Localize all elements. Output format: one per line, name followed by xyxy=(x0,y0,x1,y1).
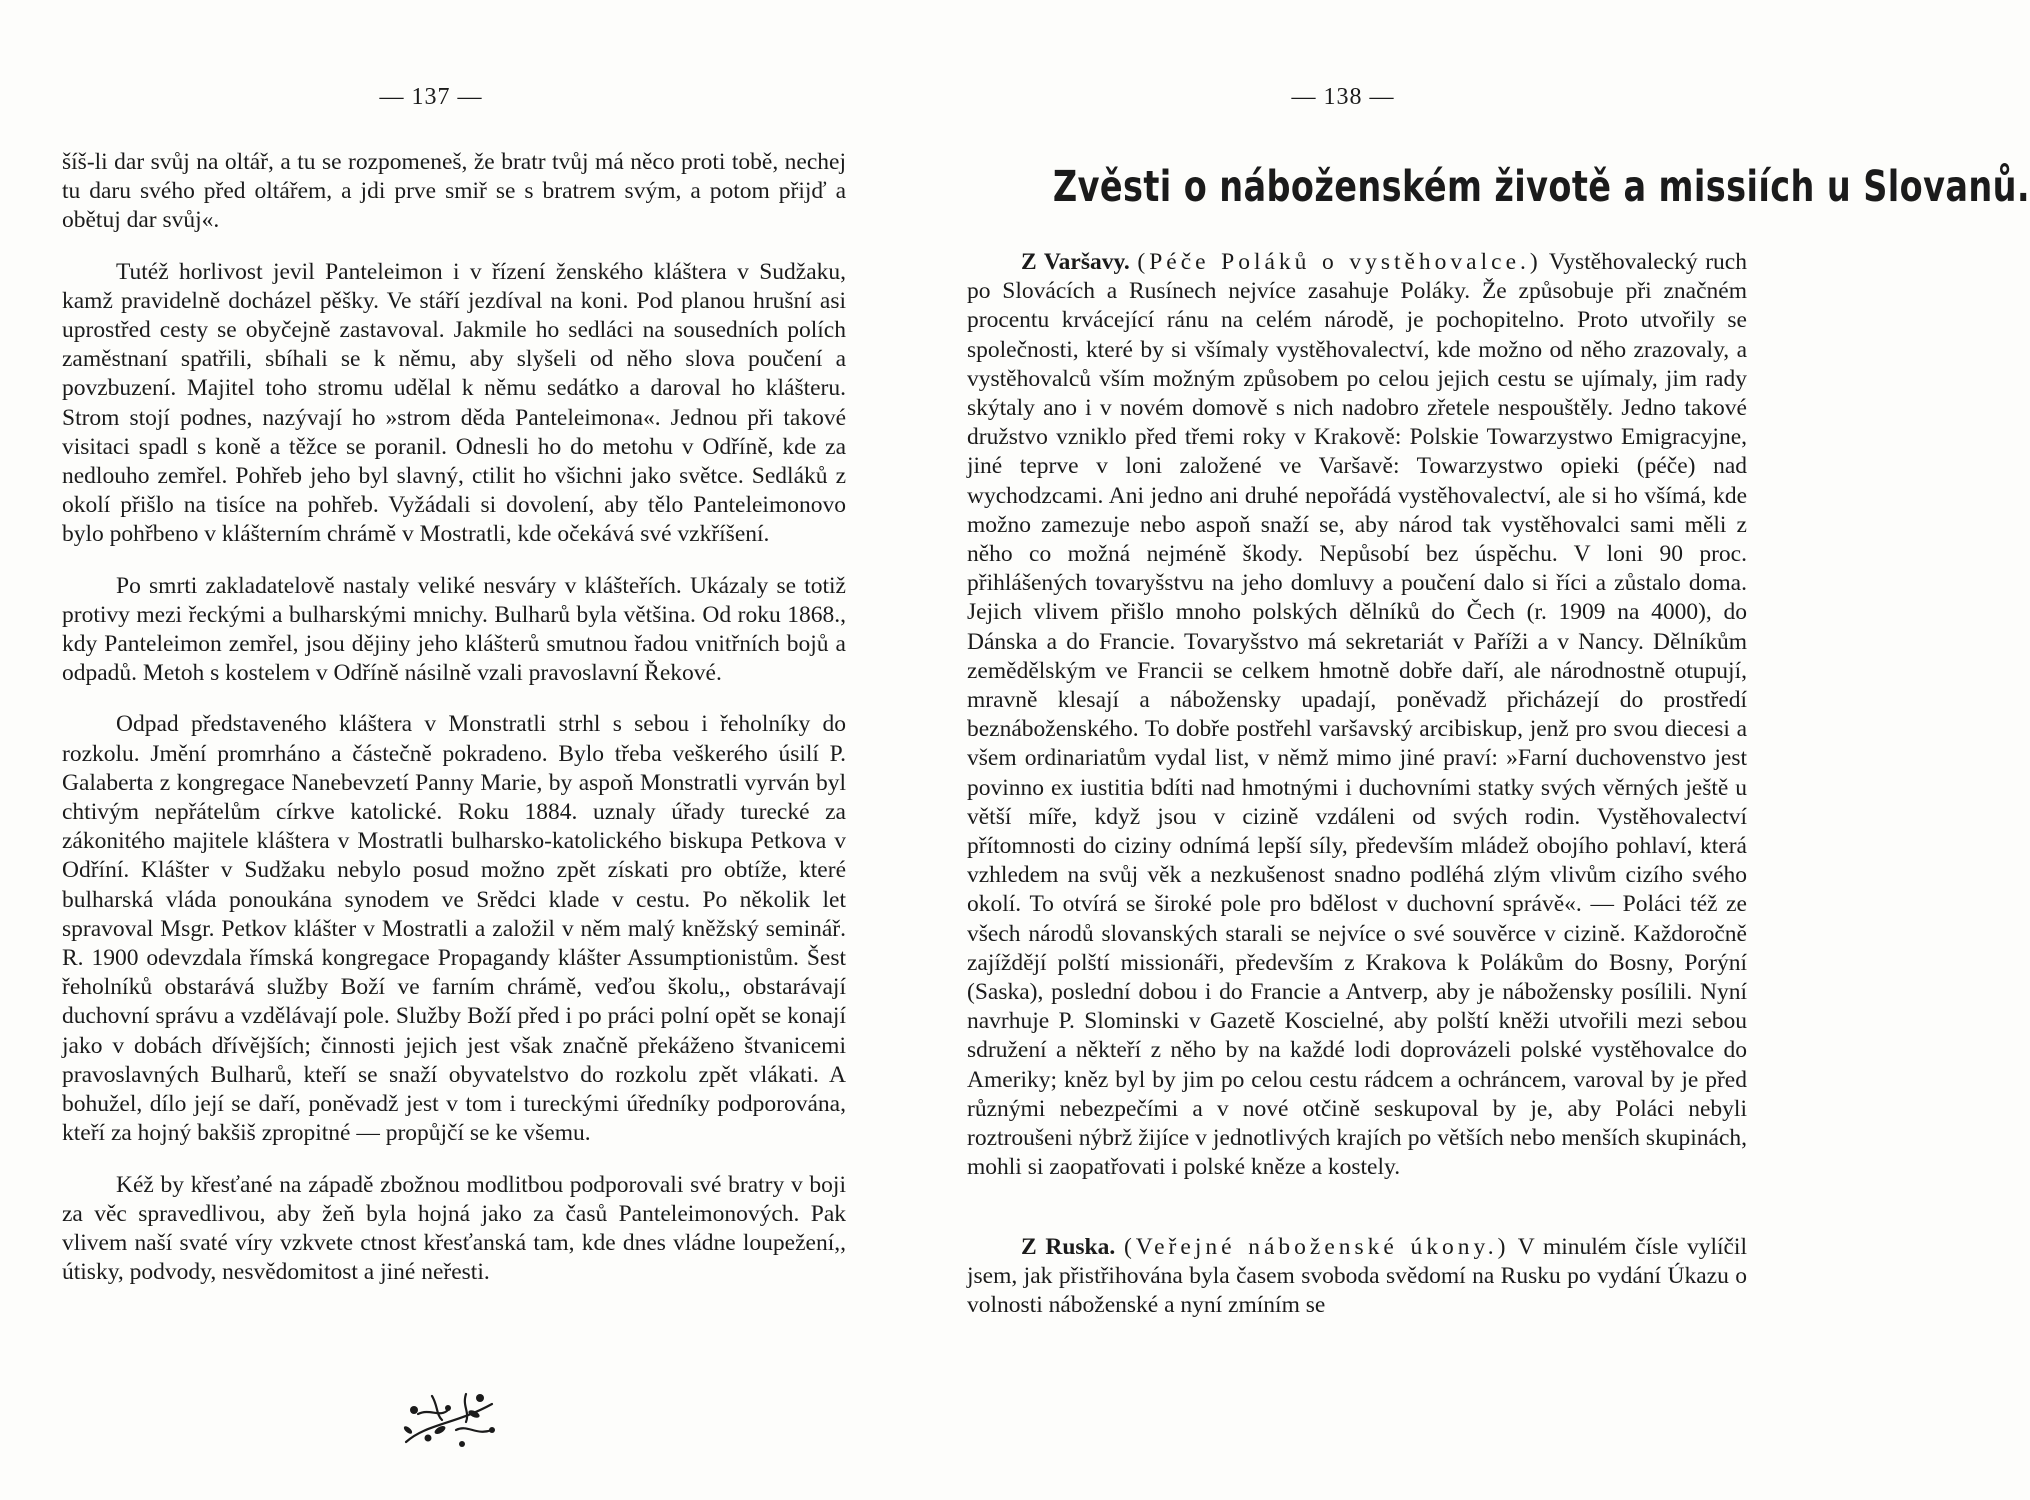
item-place: Z Varšavy. xyxy=(1021,249,1130,275)
floral-ornament-icon xyxy=(396,1384,504,1454)
section-heading: Zvěsti o náboženském životě a missiích u Slovanů. xyxy=(1052,162,2030,212)
item-subtitle: (Veřejné náboženské úkony.) xyxy=(1123,1233,1510,1260)
paragraph: Po smrti zakladatelově nastaly veliké nesváry v klášteřích. Ukázaly se totiž protivy mezi řeckými a bulharskými mnichy. Bulharů byla většina. Od roku 1868., kdy Panteleimon zemřel, jsou dějiny jeho klášterů smutnou řadou vnitřních bojů a odpadů. Metoh s kostelem v Odříně násilně vzali pravoslavní Řekové. xyxy=(62,572,846,687)
right-page xyxy=(902,0,2030,1500)
item-text: Vystěhovalecký ruch po Slovácích a Rusínech nejvíce zasahuje Poláky. Že způsobuje při značném procentu krvácející ránu na celém národě, je pochopitelno. Proto utvořily se společnosti, které by si všímaly vystěhovalectví, kde možno od něho zrazovaly, a vystěhovalců vším možným způsobem po celou jejich cestu se ujímaly, jim rady skýtaly ano i v novém domově s nich nadobro zřetele nespouštěly. Jedno takové družstvo vzniklo před třemi roky v Krakově: Polskie Towarzystwo Emigracyjne, jiné teprve v loni založené ve Varšavě: Towarzystwo opieki (péče) nad wychodzcami. Ani jedno ani druhé nepořádá vystěhovalectví, ale si ho všímá, kde možno zamezuje nebo aspoň snaží se, aby národ tak vystěhovalci sami měli z něho co možná nejméně škody. Nepůsobí bez úspěchu. V loni 90 proc. přihlášených tovaryšstvu na jeho domluvy a poučení dalo si říci a zůstalo doma. Jejich vlivem přišlo mnoho polských dělníků do Čech (r. 1909 na 4000), do Dánska a do Francie. Tovaryšstvo má sekretariát v Paříži a v Nancy. Dělníkům zemědělským ve Francii se celkem hmotně dobře daří, ale národnostně otupují, mravně klesají a nábožensky upadají, poněvadž přicházejí do prostředí beznáboženského. To dobře postřehl varšavský arcibiskup, jenž pro svou diecesi a všem ordinariatům vydal list, v němž mimo jiné praví: »Farní duchovenstvo jest povinno ex iustitia bdíti nad hmotnými i duchovními statky svých věrných ještě u větší míře, když jsou v cizině vzdáleni od svých rodin. Vystěhovalectví přítomnosti do ciziny odnímá lepší síly, především mládež obojího pohlaví, která vzhledem na svůj věk a nezkušenost snadno podléhá zlým vlivům cizího svého okolí. To otvírá se široké pole pro bdělost v duchovní správě«. — Poláci též ze všech národů slovanských starali se nejvíce o své souvěrce v cizině. Každoročně zajíždějí polští missionáři, především z Krakova k Polákům do Bosny, Porýní (Saska), poslední dobou i do Francie a Antverp, aby je nábožensky posílili. Nyní navrhuje P. Slominski v Gazetě Koscielné, aby polští kněži utvořili mezi sebou sdružení a někteří z něho by na každé lodi doprovázeli polské vystěhovalce do Ameriky; kněz byl by jim po celou cestu rádcem a ochráncem, varoval by je před různými nebezpečími a v nové otčině seskupoval by je, aby Poláci nebyli roztroušeni nýbrž žijíce v jednotlivých krajích po větších nebo menších skupinách, mohli si zaopatřovati i polské kněze a kostely. xyxy=(967,249,1747,1181)
item-place: Z Ruska. xyxy=(1021,1233,1116,1260)
paragraph: šíš-li dar svůj na oltář, a tu se rozpomeneš, že bratr tvůj má něco proti tobě, nechej tu daru svého před oltářem, a jdi prve smiř se s bratrem svým, a potom přijď a obětuj dar svůj«. xyxy=(62,149,846,234)
left-text-column xyxy=(62,148,846,1287)
paragraph: Odpad představeného kláštera v Monstratli strhl s sebou i řeholníky do rozkolu. Jmění promrháno a částečně pokradeno. Bylo třeba veškerého úsilí P. Galaberta z kongregace Nanebevzetí Panny Marie, by aspoň Monstratli vyrván byl chtivým nepřátelům církve katolické. Roku 1884. uznaly úřady turecké za zákonitého majitele kláštera v Mostratli bulharsko-katolického biskupa Petkova v Odříní. Klášter v Sudžaku nebylo posud možno zpět získati pro obtíže, které bulharská vláda ponoukána synodem ve Srědci klade v cestu. Po několik let spravoval Msgr. Petkov klášter v Mostratli a založil v něm malý kněžský seminář. R. 1900 odevzdala římská kongregace Propagandy klášter Assumptionistům. Šest řeholníků obstarává služby Boží ve farním chrámě, veďou školu,, obstarávají duchovní správu a vzdělávají pole. Služby Boží před i po práci polní opět se konají jako v dobách dřívějších; činnosti jejich jest však značně překáženo štvanicemi pravoslavných Bulharů, kteří se snaží obyvatelstvo do rozkolu zpět vlákati. A bohužel, dílo její se daří, poněvadž jest v tom i tureckými úředníky podporována, kteří za hojný bakšiš zpropitné — propůjčí se ke všemu. xyxy=(62,711,846,1147)
news-item xyxy=(967,1233,1747,1321)
paragraph: Tutéž horlivost jevil Panteleimon i v řízení ženského kláštera v Sudžaku, kamž pravidelně docházel pěšky. Ve stáří jezdíval na koni. Pod planou hrušní asi uprostřed cesty se obyčejně zastavoval. Jakmile ho sedláci na sousedních polích zaměstnaní spatřili, sbíhali se k němu, aby slyšeli od něho slova poučení a povzbuzení. Majitel toho stromu udělal k němu sedátko a daroval ho klášteru. Strom stojí podnes, nazývají ho »strom děda Panteleimona«. Jednou při takové visitaci spadl s koně a těžce se poranil. Odnesli ho do metohu v Odříně, kde za nedlouho zemřel. Pohřeb jeho byl slavný, ctilit ho všichni jako světce. Sedláků z okolí přišlo na tisíce na pohřeb. Vyžádali si dovolení, aby tělo Panteleimonovo bylo pohřbeno v klášterním chrámě v Mostratli, kde očekává své vzkříšení. xyxy=(62,258,846,548)
item-text: V minulém čísle vylíčil jsem, jak přistřihována byla časem svoboda svědomí na Rusku po vydání Úkazu o volnosti náboženské a nyní zmíním se xyxy=(967,1233,1747,1318)
news-item xyxy=(967,248,1747,1183)
page-number: — 137 — xyxy=(379,84,483,110)
page-number: — 138 — xyxy=(1291,84,1395,110)
left-page xyxy=(0,0,902,1500)
paragraph: Kéž by křesťané na západě zbožnou modlitbou podporovali své bratry v boji za věc spravedlivou, aby žeň byla hojná jako za časů Panteleimonových. Pak vlivem naší svaté víry vzkvete ctnost křesťanská tam, kde dnes vládne loupežení,, útisky, podvody, nesvědomitost a jiné neřesti. xyxy=(62,1171,846,1286)
item-subtitle: (Péče Poláků o vystěhovalce.) xyxy=(1137,249,1542,275)
right-text-column xyxy=(967,248,1747,1320)
